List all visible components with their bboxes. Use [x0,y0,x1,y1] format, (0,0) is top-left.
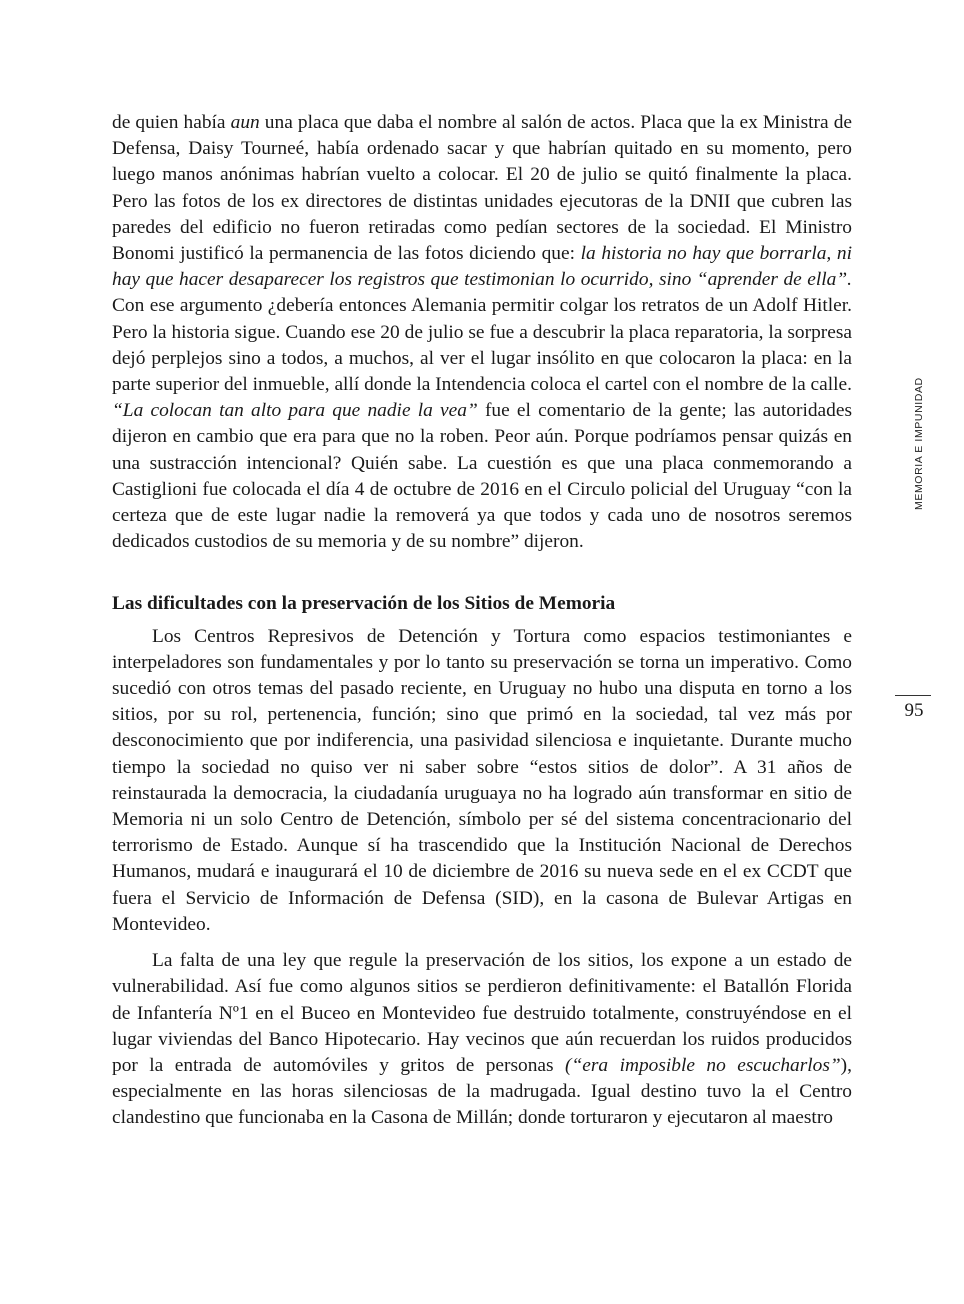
paragraph-continuation [112,110,852,555]
text-run: Con ese argumento ¿debería entonces Alemania permitir colgar los retratos de un Adolf Hitler. Pero la historia sigue. Cuando ese 20 de julio se fue a descubrir la placa reparatoria, la sorpresa dejó perplejos sino a todos, a muchos, al ver el lugar insólito en que colocaron la placa: en la parte superior del inmueble, allí donde la Intendencia coloca el cartel con el nombre de la calle. [112,295,852,396]
quote-emphasis: “La colocan tan alto para que nadie la vea” [112,400,478,422]
text-run: fue el comentario de la gente; las autoridades dijeron en cambio que era para que no la roben. Peor aún. Porque podríamos pensar quizás en una sustracción intencional? Quién sabe. La cuestión es que una placa conmemorando a Castiglioni fue colocada el día 4 de octubre de 2016 en el Circulo policial del Uruguay “con la certeza que de este lugar nadie la removerá ya que todos y cada uno de nosotros seremos dedicados custodios de su memoria y de su nombre” dijeron. [112,400,852,553]
emphasis-run: aun [230,112,260,133]
running-head: MEMORIA E IMPUNIDAD [913,377,925,510]
paragraph: Los Centros Represivos de Detención y Tortura como espacios testimoniantes e interpeladores son fundamentales y por lo tanto su preservación se torna un imperativo. Como sucedió con otros temas del pasado reciente, en Uruguay no hubo una disputa en torno a los sitios, por su rol, pertenencia, función; sino que primó en la sociedad, tal vez más por desconocimiento que por indiferencia, una pasividad silenciosa e inquietante. Durante mucho tiempo la sociedad no quiso ver ni saber sobre “estos sitios de dolor”. A 31 años de reinstaurada la democracia, la ciudadanía uruguaya no ha logrado aún transformar en sitio de Memoria ni un solo Centro de Detención, símbolo per sé del sistema concentracionario del terrorismo de Estado. Aunque sí ha trascendido que la Institución Nacional de Derechos Humanos, mudará e inaugurará el 10 de diciembre de 2016 su nueva sede en el ex CCDT que fuera el Servicio de Información de Defensa (SID), en la casona de Bulevar Artigas en Montevideo. [112,625,852,935]
folio-rule [895,695,931,696]
text-run: de quien había [112,112,231,133]
text-run: ), especialmente en las horas silenciosas de la madrugada. Igual destino tuvo la el Centro clandestino que funcionaba en la Casona de Millán; donde torturaron y ejecutaron al maestro [112,1054,852,1129]
page-number: 95 [904,700,924,721]
quote-emphasis: (“era imposible no escucharlos” [565,1054,841,1076]
quote-emphasis: la historia no hay que borrarla, ni hay que hacer desaparecer los registros que testimonian lo ocurrido, sino “aprender de ella”. [112,243,852,291]
text-run: La falta de una ley que regule la preservación de los sitios, los expone a un estado de vulnerabilidad. Así fue como algunos sitios se perdieron definitivamente: el Batallón Florida de Infantería Nº1 en el Buceo en Montevideo fue destruido totalmente, construyéndose en el lugar viviendas del Banco Hipotecario. Hay vecinos que aún recuerdan los ruidos producidos por la entrada de automóviles y gritos de personas [112,950,852,1076]
section-heading: Las dificultades con la preservación de los Sitios de Memoria [112,593,616,615]
paragraph [112,948,852,1131]
text-run: una placa que daba el nombre al salón de actos. Placa que la ex Ministra de Defensa, Daisy Tourneé, había ordenado sacar y que habrían quitado en su momento, pero luego manos anónimas habrían vuelto a colocar. El 20 de julio se quitó finalmente la placa. Pero las fotos de los ex directores de distintas unidades ejecutoras de la DNII que cubren las paredes del edificio no fueron retiradas como pedían sectores de la sociedad. El Ministro Bonomi justificó la permanencia de las fotos diciendo que: [112,112,852,265]
body-text [112,110,852,1132]
